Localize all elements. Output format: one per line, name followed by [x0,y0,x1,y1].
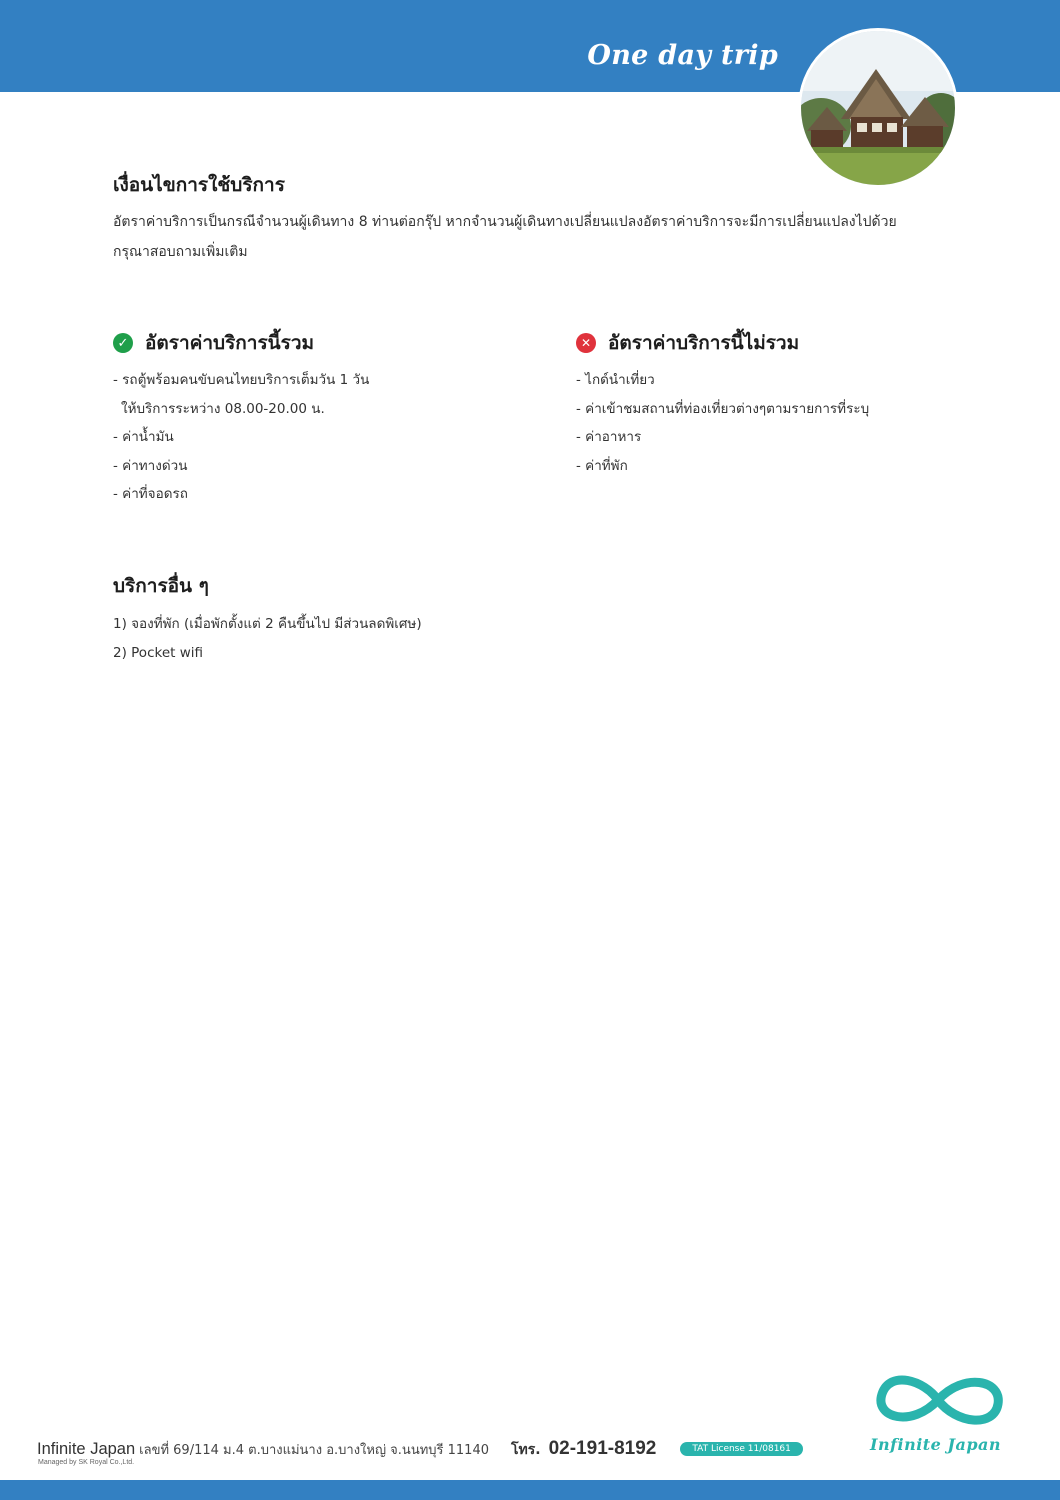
page-title: One day trip [587,40,778,71]
footer-phone: 02-191-8192 [548,1438,657,1459]
conditions-heading: เงื่อนไขการใช้บริการ [113,174,285,196]
list-item: 1) จองที่พัก (เมื่อพักตั้งแต่ 2 คืนขึ้นไป มีส่วนลดพิเศษ) [113,616,422,632]
excluded-heading [576,328,799,358]
other-services-heading: บริการอื่น ๆ [113,575,209,597]
list-item: 2) Pocket wifi [113,644,204,661]
list-item: - ค่าน้ำมัน [113,429,174,446]
excluded-list [576,366,869,480]
conditions-text [113,207,913,267]
list-item: - ค่าที่จอดรถ [113,486,188,503]
list-item: - รถตู้พร้อมคนขับคนไทยบริการเต็มวัน 1 วัน [113,372,370,388]
conditions-line-2: กรุณาสอบถามเพิ่มเติม [113,244,248,260]
footer-contact [37,1438,803,1461]
check-circle-icon: ✓ [113,333,133,353]
list-item: - ค่าทางด่วน [113,457,188,474]
included-list [113,366,369,509]
conditions-line-1: อัตราค่าบริการเป็นกรณีจำนวนผู้เดินทาง 8 ท่านต่อกรุ๊ป หากจำนวนผู้เดินทางเปลี่ยนแปลงอัตราค่าบริการจะมีการเปลี่ยนแปลงไปด้วย [113,214,897,230]
footer-phone-label: โทร. [511,1442,541,1458]
other-services-list [113,610,422,667]
license-badge: TAT License 11/08161 [680,1442,803,1456]
excluded-heading-label: อัตราค่าบริการนี้ไม่รวม [608,332,800,354]
list-item: - ค่าที่พัก [576,457,628,474]
header-photo-thatched-house [798,28,958,188]
footer-brand: Infinite Japan [37,1440,136,1458]
footer-address: เลขที่ 69/114 ม.4 ต.บางแม่นาง อ.บางใหญ่ จ.นนทบุรี 11140 [139,1443,489,1458]
list-item: - ค่าเข้าชมสถานที่ท่องเที่ยวต่างๆตามรายการที่ระบุ [576,400,870,417]
list-item: - ค่าอาหาร [576,429,642,446]
included-heading-label: อัตราค่าบริการนี้รวม [145,332,315,354]
footer-managed-by: Managed by SK Royal Co.,Ltd. [38,1459,135,1466]
x-circle-icon: ✕ [576,333,596,353]
footer-bar [0,1480,1060,1500]
list-item: - ไกด์นำเที่ยว [576,372,655,388]
logo-text: Infinite Japan [870,1435,1002,1454]
list-item: ให้บริการระหว่าง 08.00-20.00 น. [121,400,325,417]
included-heading [113,328,314,358]
